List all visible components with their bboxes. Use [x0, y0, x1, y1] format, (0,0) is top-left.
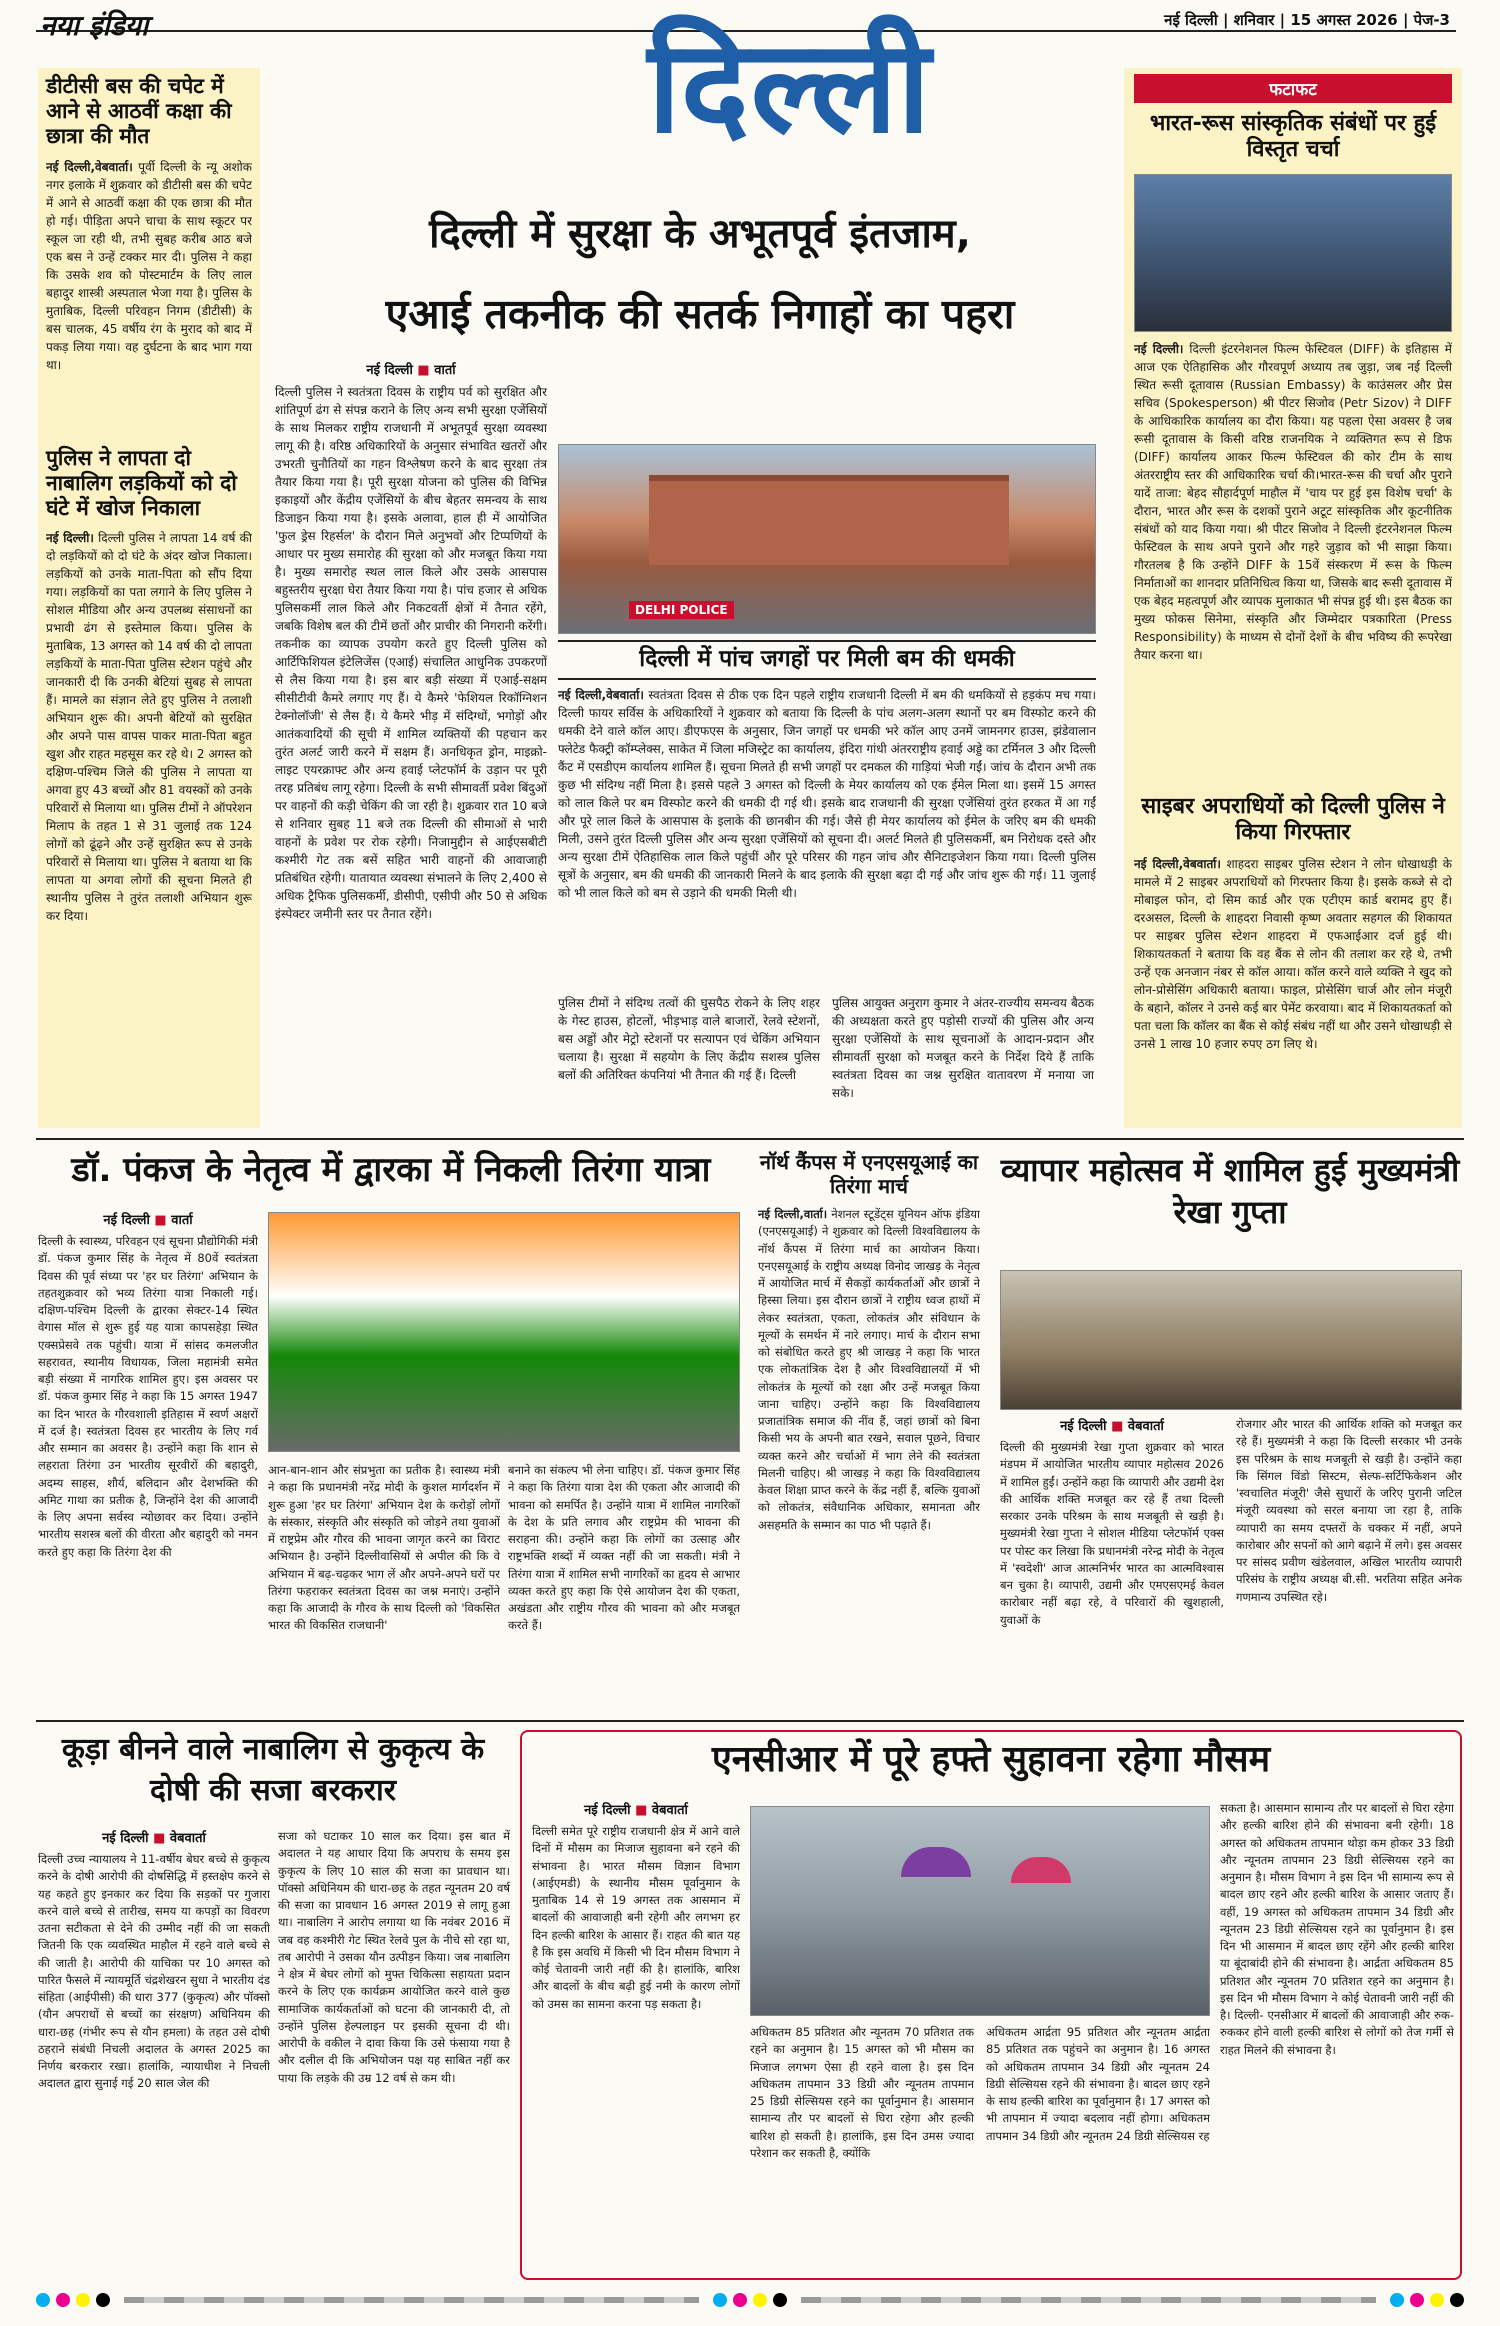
nsui-headline: नॉर्थ कैंपस में एनएसयूआई का तिरंगा मार्च	[759, 1150, 979, 1198]
color-dots-center	[713, 2293, 787, 2307]
kooda-byline-agency: वेबवार्ता	[169, 1831, 206, 1846]
left-story1-text: पूर्वी दिल्ली के न्यू अशोक नगर इलाके में शुक्रवार को डीटीसी बस की चपेट में आने से आठवीं कक्षा की एक छात्रा की मौत हो गई। पीड़िता अपने चाचा के साथ स्कूटर पर स्कूल जा रही थी, तभी सुबह करीब आठ बजे एक बस ने उन्हें टक्कर मार दी। पुलिस ने कहा कि उसके शव को पोस्टमार्टम के लिए लाल बहादुर शास्त्री अस्पताल भेजा गया है। पुलिस के मुताबिक, दिल्ली परिवहन निगम (डीटीसी) के बस चालक, 45 वर्षीय रंग के मुराद को बाद में पकड़ लिया गया। वह दुर्घटना के बाद भाग गया था।	[46, 159, 252, 372]
umbrella-shape-2	[1011, 1857, 1071, 1883]
nsui-body	[758, 1206, 980, 1706]
bomb-headline: दिल्ली में पांच जगहों पर मिली बम की धमकी	[558, 640, 1096, 680]
rekha-text-col1: दिल्ली की मुख्यमंत्री रेखा गुप्ता शुक्रवार को भारत मंडपम में आयोजित भारतीय व्यापार महोत्सव 2026 में शामिल हुईं। उन्होंने कहा कि व्यापारी और उद्यमी देश की आर्थिक शक्ति मजबूत कर रहे हैं तथा दिल्ली सरकार उनके परिश्रम के साथ मजबूती से खड़ी है। मुख्यमंत्री रेखा गुप्ता ने सोशल मीडिया प्लेटफॉर्म एक्स पर पोस्ट कर लिखा कि प्रधानमंत्री नरेन्द्र मोदी के नेतृत्व में 'स्वदेशी' आज आत्मनिर्भर भारत का आत्मविश्वास बन चुका है। व्यापारी, उद्यमी और एमएसएमई केवल कारोबार नहीं बढ़ा रहे, वे परिवारों की खुशहाली, युवाओं के	[1000, 1440, 1224, 1627]
right-story2-text: शाहदरा साइबर पुलिस स्टेशन ने लोन धोखाधड़ी के मामले में 2 साइबर अपराधियों को गिरफ्तार किया है। इसके कब्जे से दो मोबाइल फोन, दो सिम कार्ड और एक एटीएम कार्ड बरामद हुए हैं। दरअसल, दिल्ली के शाहदरा निवासी कृष्ण अवतार सहगल की शिकायत पर साइबर पुलिस स्टेशन शाहदरा में एफआईआर दर्ज हुई थी। शिकायतकर्ता ने बताया कि वह बैंक से लोन की तलाश कर रहे थे, तभी उन्हें एक अनजान नंबर से कॉल आया। कॉल करने वाले व्यक्ति ने खुद को लोन-प्रोसेसिंग अधिकारी बताया। फाइल, प्रोसेसिंग चार्ज और लोन मंजूरी के बहाने, कॉलर ने उनसे कई बार पेमेंट करवाया। बाद में शिकायतकर्ता को पता चला कि कॉलर का बैंक से कोई संबंध नहीं था और उसने धोखाधड़ी से उनसे 1 लाख 10 हजार रुपए ठग लिए थे।	[1134, 856, 1452, 1051]
right-story1-text: दिल्ली इंटरनेशनल फिल्म फेस्टिवल (DIFF) के इतिहास में आज एक ऐतिहासिक और गौरवपूर्ण अध्याय तब जुड़ा, जब नई दिल्ली स्थित रूसी दूतावास (Russian Embassy) के काउंसलर और प्रेस सचिव (Spokesperson) श्री पीटर सिजोव (Petr Sizov) ने DIFF के आधिकारिक कार्यालय का दौरा किया। यह पहला ऐसा अवसर है जब रूसी दूतावास के किसी वरिष्ठ राजनयिक ने व्यक्तिगत रूप से डिफ (DIFF) कार्यालय आकर फिल्म फेस्टिवल की कोर टीम के साथ अंतरराष्ट्रीय स्तर की आधिकारिक चर्चा की।भारत-रूस की चर्चा और पुराने यादें ताजा: बेहद सौहार्दपूर्ण माहौल में 'चाय पर हुई इस विशेष चर्चा' के दौरान, भारत और रूस के दशकों पुराने अटूट सांस्कृतिक और कूटनीतिक संबंधों को याद किया गया। श्री पीटर सिजोव ने दिल्ली इंटरनेशनल फिल्म फेस्टिवल के साथ अपने पुराने और गहरे जुड़ाव को भी साझा किया। गौरतलब है कि उन्होंने DIFF के 15वें संस्करण में रूस के फिल्म निर्माताओं का शानदार प्रतिनिधित्व किया था, जिसके बाद रूसी दूतावास में एक बेहद महत्वपूर्ण और व्यापक मुलाकात भी संपन्न हुई थी। इस बैठक का मुख्य फोकस सिनेमा, संस्कृति और जिम्मेदार पत्रकारिता (Press Responsibility) के माध्यम से दोनों देशों के बीच भविष्य की रूपरेखा तैयार करना था।	[1134, 341, 1452, 662]
rekha-headline: व्यापार महोत्सव में शामिल हुई मुख्यमंत्री रेखा गुप्ता	[1000, 1151, 1460, 1231]
rekha-byline: नई दिल्ली ■ वेबवार्ता	[1060, 1419, 1164, 1434]
lead-photo	[558, 444, 1096, 634]
weather-text-col1: दिल्ली समेत पूरे राष्ट्रीय राजधानी क्षेत्र में आने वाले दिनों में मौसम का मिजाज सुहावना बने रहने की संभावना है। भारत मौसम विज्ञान विभाग (आईएमडी) के स्थानीय मौसम पूर्वानुमान के मुताबिक 14 से 19 अगस्त तक आसमान में बादलों की आवाजाही बनी रहेगी और लगभग हर दिन हल्की बारिश के आसार हैं। राहत की बात यह है कि इस अवधि में किसी भी दिन मौसम विभाग ने कोई चेतावनी जारी नहीं की है। हालांकि, बारिश और बादलों के बीच बढ़ी हुई नमी के कारण लोगों को उमस का सामना करना पड़ सकता है।	[532, 1824, 740, 2011]
tiranga-text-col2: आन-बान-शान और संप्रभुता का प्रतीक है। स्वास्थ्य मंत्री ने कहा कि प्रधानमंत्री नरेंद्र मोदी के कुशल मार्गदर्शन में शुरू हुआ 'हर घर तिरंगा' अभियान देश के करोड़ों लोगों के संस्कार, संस्कृति और संस्कृति को जोड़ने तथा युवाओं में राष्ट्रप्रेम और गौरव की भावना जागृत करने का विराट अभियान है। उन्होंने दिल्लीवासियों से अपील की कि वे अभियान में बढ़-चढ़कर भाग लें और अपने-अपने घरों पर तिरंगा फहराकर स्वतंत्रता दिवस का जश्न मनाएं। उन्होंने कहा कि आजादी के गौरव के साथ दिल्ली को 'विकसित भारत की विकसित राजधानी'	[268, 1463, 500, 1633]
weather-col1	[532, 1800, 740, 2270]
lead-headline-line2: एआई तकनीक की सतर्क निगाहों का पहरा	[385, 290, 1015, 338]
bomb-body-top	[558, 686, 1096, 986]
left-story2-headline: पुलिस ने लापता दो नाबालिग लड़कियों को दो घंटे में खोज निकाला	[46, 445, 237, 520]
rekha-col1	[1000, 1416, 1224, 1712]
gray-scale-bar-2	[801, 2297, 1376, 2303]
nsui-story	[758, 1150, 980, 1710]
weather-headline: एनसीआर में पूरे हफ्ते सुहावना रहेगा मौसम	[711, 1739, 1271, 1780]
rekha-byline-agency: वेबवार्ता	[1127, 1419, 1164, 1434]
color-dots-right	[1390, 2293, 1464, 2307]
left-story2-dateline: नई दिल्ली।	[46, 531, 94, 546]
bomb-dateline: नई दिल्ली,वेबवार्ता।	[558, 687, 644, 702]
left-column	[38, 68, 260, 1128]
tiranga-col1	[38, 1210, 258, 1710]
tiranga-byline-city: नई दिल्ली	[103, 1213, 150, 1228]
lead-headline-line1: दिल्ली में सुरक्षा के अभूतपूर्व इंतजाम,	[429, 211, 971, 257]
right-story1-headline: भारत-रूस सांस्कृतिक संबंधों पर हुई विस्तृत चर्चा	[1149, 111, 1437, 163]
footer-bar	[36, 2292, 1464, 2308]
section-title: दिल्ली	[647, 13, 933, 162]
weather-byline-agency: वेबवार्ता	[651, 1803, 688, 1818]
kooda-byline-city: नई दिल्ली	[102, 1831, 149, 1846]
kooda-text-col2: सजा को घटाकर 10 साल कर दिया। इस बात में अदालत ने यह आधार दिया कि अपराध के समय इस कुकृत्य के लिए 10 साल की सजा का प्रावधान था। पॉक्सो अधिनियम की धारा-छह के तहत न्यूनतम 20 वर्ष की सजा का प्रावधान 16 अगस्त 2019 से लागू हुआ था। नाबालिग ने आरोप लगाया था कि नवंबर 2016 में जब वह कश्मीरी गेट स्थित रेलवे पुल के नीचे सो रहा था, तब आरोपी ने उसका यौन उत्पीड़न किया। जब नाबालिग ने क्षेत्र में बेघर लोगों को मुफ्त चिकित्सा सहायता प्रदान करने के लिए एक कार्यक्रम आयोजित करने वाले कुछ सामाजिक कार्यकर्ताओं को घटना की जानकारी दी, तो उन्होंने पुलिस हेल्पलाइन पर इसकी सूचना दी थी। आरोपी के वकील ने दावा किया कि उसे फंसाया गया है और दलील दी कि अभियोजन पक्ष यह साबित नहीं कर पाया कि लड़के की उम्र 12 वर्ष से कम थी।	[278, 1829, 510, 2085]
nsui-text: नेशनल स्टूडेंट्स यूनियन ऑफ इंडिया (एनएसयूआई) ने शुक्रवार को दिल्ली विश्वविद्यालय के नॉर्थ कैंपस में तिरंगा मार्च का आयोजन किया। एनएसयूआई के राष्ट्रीय अध्यक्ष विनोद जाखड़ के नेतृत्व में आयोजित मार्च में सैकड़ों कार्यकर्ताओं और छात्रों ने हिस्सा लिया। इस दौरान छात्रों ने राष्ट्रीय ध्वज हाथों में लेकर स्वतंत्रता, एकता, लोकतंत्र और संविधान के मूल्यों के समर्थन में नारे लगाए। मार्च के दौरान सभा को संबोधित करते हुए श्री जाखड़ ने कहा कि भारत एक लोकतांत्रिक देश है और विश्वविद्यालयों में भी लोकतंत्र के मूल्यों को रक्षा और उन्हें मजबूत किया जाना चाहिए। उन्होंने कहा कि विश्वविद्यालय प्रजातांत्रिक समाज की नींव हैं, जहां छात्रों को बिना किसी भय के अपनी बात रखने, सवाल पूछने, विचार व्यक्त करने और चर्चाओं में भाग लेने की स्वतंत्रता मिलनी चाहिए। श्री जाखड़ ने कहा कि विश्वविद्यालय केवल शिक्षा प्राप्त करने के केंद्र नहीं हैं, बल्कि युवाओं को लोकतंत्र, संवैधानिक अधिकार, समानता और असहमति के सम्मान का पाठ भी पढ़ाते हैं।	[758, 1207, 980, 1532]
right-column	[1124, 68, 1462, 1128]
date-full: 15 अगस्त 2026	[1290, 11, 1398, 29]
tiranga-text-col1: दिल्ली के स्वास्थ्य, परिवहन एवं सूचना प्रौद्योगिकी मंत्री डॉ. पंकज कुमार सिंह के नेतृत्व में 80वें स्वतंत्रता दिवस की पूर्व संध्या पर 'हर घर तिरंगा' अभियान के तहतशुक्रवार को भव्य तिरंगा यात्रा निकाली गई। दक्षिण-पश्चिम दिल्ली के द्वारका सेक्टर-14 स्थित वेगास मॉल से शुरू हुई यह यात्रा कापसहेड़ा स्थित एक्सप्रेसवे तक पहुंची। यात्रा में सांसद कमलजीत सहरावत, स्थानीय विधायक, जिला महामंत्री समेत बड़ी संख्या में नागरिक शामिल हुए। इस अवसर पर डॉ. पंकज कुमार सिंह ने कहा कि 15 अगस्त 1947 का दिन भारत के गौरवशाली इतिहास में स्वर्ण अक्षरों में दर्ज है। स्वतंत्रता दिवस हर भारतीय के लिए गर्व और सम्मान का अवसर है। उन्होंने कहा कि शान से लहराता तिरंगा उन भारतीय सूरवीरों की बहादुरी, अदम्य साहस, शौर्य, बलिदान और देशभक्ति की अमिट गाथा का प्रतीक है, जिन्होंने देश की आजादी के लिए अपना सर्वस्व न्योछावर कर दिया। उन्होंने भारतीय सशस्त्र बलों की वीरता और बहादुरी को नमन करते हुए कहा कि तिरंगा देश की	[38, 1234, 258, 1559]
right-story1-dateline: नई दिल्ली।	[1134, 341, 1184, 356]
bomb-text-top: स्वतंत्रता दिवस से ठीक एक दिन पहले राष्ट्रीय राजधानी दिल्ली में बम की धमकियों से हड़कंप मच गया। दिल्ली फायर सर्विस के अधिकारियों ने शुक्रवार को बताया कि दिल्ली के पांच अलग-अलग स्थानों पर बम विस्फोट करने की धमकी देने वाले कॉल आए। डीएफएस के अनुसार, जिन जगहों पर धमकी भरे कॉल आए उनमें जामनगर हाउस, झंडेवालान फ्लेटेड फैक्ट्री कॉम्प्लेक्स, साकेत में जिला मजिस्ट्रेट का कार्यालय, इंदिरा गांधी अंतरराष्ट्रीय हवाई अड्डे का टर्मिनल 3 और दिल्ली कैंट में एसडीएम कार्यालय शामिल हैं। सूचना मिलते ही सभी जगहों पर दमकल की गाड़ियां भेजी गईं। जांच के दौरान अभी तक कुछ भी संदिग्ध नहीं मिला है। इससे पहले 3 अगस्त को दिल्ली के मेयर कार्यालय को एक ईमेल मिला था। इसमें 15 अगस्त को लाल किले पर बम विस्फोट करने की धमकी दी गई थी। इसके बाद राजधानी की सुरक्षा एजेंसियां तुरंत हरकत में आ गईं और पूरे लाल किले के आसपास के इलाके की छानबीन की गई। जैसे ही मेयर कार्यालय को ईमेल के जरिए बम की धमकी मिली, उसने तुरंत दिल्ली पुलिस और अन्य सुरक्षा एजेंसियों को सूचना दी। अलर्ट मिलते ही पुलिसकर्मी, बम निरोधक दस्ते और अन्य सुरक्षा टीमें ऐतिहासिक लाल किले पहुंचीं और पूरे परिसर की गहन जांच और सैनिटाइजेशन किया गया। दिल्ली पुलिस सूत्रों के अनुसार, बम की धमकी की जानकारी मिलने के बाद इलाके की सुरक्षा बढ़ा दी गई और जांच शुरू की गई। 11 जुलाई को भी लाल किले को बम से उड़ाने की धमकी मिली थी।	[558, 687, 1096, 900]
kooda-headline: कूड़ा बीनने वाले नाबालिग से कुकृत्य के दोषी की सजा बरकरार	[61, 1732, 485, 1808]
color-dots-left	[36, 2293, 110, 2307]
right-story2-dateline: नई दिल्ली,वेबवार्ता।	[1134, 856, 1221, 871]
weather-byline: नई दिल्ली ■ वेबवार्ता	[584, 1803, 688, 1818]
tiranga-text-col3: बनाने का संकल्प भी लेना चाहिए। डॉ. पंकज कुमार सिंह ने कहा कि तिरंगा यात्रा देश की एकता और आजादी की भावना को समर्पित है। उन्होंने यात्रा में शामिल नागरिकों के देश के प्रति लगाव और राष्ट्रप्रेम की भावना की सराहना की। उन्होंने कहा कि लोगों का उत्साह और राष्ट्रभक्ति शब्दों में व्यक्त नहीं की जा सकती। मंत्री ने तिरंगा यात्रा में शामिल सभी नागरिकों का हृदय से आभार व्यक्त करते हुए कहा कि ऐसे आयोजन देश की एकता, अखंडता और राष्ट्रीय गौरव की भावना को और मजबूत करते हैं।	[508, 1463, 740, 1633]
fatafat-label: फटाफट	[1134, 74, 1452, 103]
tiranga-byline-agency: वार्ता	[171, 1213, 193, 1228]
bomb-story	[558, 640, 1096, 1128]
tiranga-headline: डॉ. पंकज के नेतृत्व में द्वारका में निकली तिरंगा यात्रा	[71, 1150, 711, 1190]
right-story1-body	[1134, 340, 1452, 780]
date-city: नई दिल्ली	[1164, 11, 1218, 29]
rekha-photo	[1000, 1270, 1462, 1410]
weather-photo	[750, 1806, 1210, 2016]
bomb-text-col1: पुलिस टीमों ने संदिग्ध तत्वों की घुसपैठ रोकने के लिए शहर के गेस्ट हाउस, होटलों, भीड़भाड़ वाले बाजारों, रेलवे स्टेशनों, बस अड्डों और मेट्रो स्टेशनों पर सत्यापन एवं चेकिंग अभियान चलाया है। सुरक्षा में सहयोग के लिए केंद्रीय सशस्त्र पुलिस बलों की अतिरिक्त कंपनियां भी तैनात की गई हैं। दिल्ली	[558, 995, 820, 1082]
lead-byline-city: नई दिल्ली	[366, 363, 413, 378]
section-divider-1	[36, 1138, 1464, 1140]
left-story2-body	[46, 529, 252, 1069]
rekha-text-col2: रोजगार और भारत की आर्थिक शक्ति को मजबूत कर रहे हैं। मुख्यमंत्री ने कहा कि दिल्ली सरकार भी उनके इस परिश्रम के साथ मजबूती से खड़ी है। उन्होंने कहा कि सिंगल विंडो सिस्टम, सेल्फ-सर्टिफिकेशन और 'स्वचालित मंजूरी' जैसे सुधारों के जरिए पुरानी जटिल मंजूरी व्यवस्था को सरल बनाया जा रहा है, ताकि व्यापारी का समय दफ्तरों के चक्कर में नहीं, अपने कारोबार और सपनों को आगे बढ़ाने में लगे। इस अवसर पर सांसद प्रवीण खंडेलवाल, अखिल भारतीय व्यापारी परिसंघ के राष्ट्रीय अध्यक्ष बी.सी. भरतिया सहित अनेक गणमान्य उपस्थित रहे।	[1236, 1417, 1462, 1604]
weather-text-col2: अधिकतम 85 प्रतिशत और न्यूनतम 70 प्रतिशत तक रहने का अनुमान है। 15 अगस्त को भी मौसम का मिजाज लगभग ऐसा ही रहने वाला है। इस दिन अधिकतम तापमान 33 डिग्री और न्यूनतम तापमान 25 डिग्री सेल्सियस रहने का पूर्वानुमान है। आसमान सामान्य तौर पर बादलों से घिरा रहेगा और हल्की बारिश हो सकती है। हालांकि, इस दिन उमस ज्यादा परेशान कर सकती है, क्योंकि	[750, 2025, 974, 2160]
lead-byline: नई दिल्ली ■ वार्ता	[366, 363, 456, 378]
lead-text-col1: दिल्ली पुलिस ने स्वतंत्रता दिवस के राष्ट्रीय पर्व को सुरक्षित और शांतिपूर्ण ढंग से संपन्न कराने के लिए अन्य सभी सुरक्षा एजेंसियों के साथ मिलकर राष्ट्रीय राजधानी में अभूतपूर्व सुरक्षा व्यवस्था लागू की है। वरिष्ठ अधिकारियों के अनुसार संभावित खतरों और उभरती चुनौतियों का गहन विश्लेषण करने के बाद सुरक्षा तंत्र तैयार किया गया है। पूरी सुरक्षा योजना को पुलिस की विभिन्न इकाइयों और केंद्रीय एजेंसियों के बीच बेहतर समन्वय के साथ डिजाइन किया गया है। इसके अलावा, हाल ही में आयोजित 'फुल ड्रेस रिहर्सल' के दौरान मिले अनुभवों और टिप्पणियों के आधार पर मुख्य समारोह की सुरक्षा को और मजबूत किया गया है। मुख्य समारोह स्थल लाल किले और उसके आसपास बहुस्तरीय सुरक्षा घेरा तैयार किया गया है। पांच हजार से अधिक पुलिसकर्मी लाल किले और निकटवर्ती क्षेत्रों में तैनात रहेंगे, जबकि विशेष बल की टीमें छतों और प्राचीर की निगरानी करेंगी। तकनीक का व्यापक उपयोग करते हुए दिल्ली पुलिस को आर्टिफिशियल इंटेलिजेंस (एआई) संचालित आधुनिक उपकरणों से लैस किया गया है। इस बार बड़ी संख्या में एआई-सक्षम सीसीटीवी कैमरे लगाए गए हैं। ये कैमरे 'फेशियल रिकॉग्निशन टेक्नोलॉजी' से लैस हैं। ये कैमरे भीड़ में संदिग्धों, भगोड़ों और आतंकवादियों की सूची में शामिल व्यक्तियों की पहचान कर तुरंत अलर्ट जारी करने में सक्षम हैं। अनधिकृत ड्रोन, माइक्रो-लाइट एयरक्राफ्ट और अन्य हवाई प्लेटफॉर्म के उड़ान पर पूरी तरह प्रतिबंध लागू रहेगा। दिल्ली के सभी सीमावर्ती प्रवेश बिंदुओं पर वाहनों की कड़ी चेकिंग की जा रही है। शुक्रवार रात 10 बजे से शनिवार सुबह 11 बजे तक दिल्ली की सीमाओं से भारी वाहनों के प्रवेश पर रोक रहेगी। निजामुद्दीन से आईएसबीटी कश्मीरी गेट तक बसें सहित भारी वाहनों की आवाजाही प्रतिबंधित रहेगी। यातायात व्यवस्था संभालने के लिए 2,400 से अधिक ट्रैफिक पुलिसकर्मी, डीसीपी, एसीपी और 50 से अधिक इंस्पेक्टर जमीनी स्तर पर तैनात रहेंगे।	[275, 385, 547, 921]
bomb-text-col2: पुलिस आयुक्त अनुराग कुमार ने अंतर-राज्यीय समन्वय बैठक की अध्यक्षता करते हुए पड़ोसी राज्यों की पुलिस और अन्य सुरक्षा एजेंसियों के साथ सूचनाओं के आदान-प्रदान और सीमावर्ती सुरक्षा को मजबूत करने के निर्देश दिये हैं ताकि स्वतंत्रता दिवस का जश्न सुरक्षित वातावरण में मनाया जा सके।	[832, 995, 1094, 1100]
photo-caption-label: DELHI POLICE	[629, 601, 734, 619]
left-story1-headline: डीटीसी बस की चपेट में आने से आठवीं कक्षा की छात्रा की मौत	[46, 74, 232, 149]
right-story2-body	[1134, 855, 1452, 1145]
page-number: पेज-3	[1413, 11, 1450, 29]
nsui-dateline: नई दिल्ली,वार्ता।	[758, 1207, 828, 1221]
photo-fort-shape	[649, 475, 1009, 565]
section-divider-2	[36, 1720, 1464, 1722]
left-story2-text: दिल्ली पुलिस ने लापता 14 वर्ष की दो लड़कियों को दो घंटे के अंदर खोज निकाला। लड़कियों को उनके माता-पिता को सौंप दिया गया। लड़कियों का पता लगाने के लिए पुलिस ने सोशल मीडिया और अन्य उपलब्ध संसाधनों का प्रभावी ढंग से इस्तेमाल किया। पुलिस के मुताबिक, 13 अगस्त को 14 वर्ष की दो लापता लड़कियों के माता-पिता पुलिस स्टेशन पहुंचे और जानकारी दी कि उनकी बेटियां सुबह से लापता हैं। मामले का संज्ञान लेते हुए पुलिस ने तलाशी अभियान शुरू की। अपनी बेटियों को सुरक्षित और अपने पास वापस पाकर माता-पिता बहुत खुश और राहत महसूस कर रहे थे। 2 अगस्त को दक्षिण-पश्चिम जिले की पुलिस ने लापता या अगवा हुए 43 बच्चों और 81 वयस्कों को उनके परिवारों से मिलाया था। पुलिस टीमों ने ऑपरेशन मिलाप के तहत 1 से 31 जुलाई तक 124 लोगों को ढूंढ़ने और उन्हें सुरक्षित रूप से उनके परिवारों से मिलाया था। पुलिस ने बताया था कि लापता या अगवा लोगों की सूचना मिलते ही स्थानीय पुलिस ने तुरंत तलाशी अभियान शुरू कर दिया।	[46, 531, 252, 924]
rekha-byline-city: नई दिल्ली	[1060, 1419, 1107, 1434]
umbrella-shape	[901, 1847, 971, 1877]
paper-name: नया इंडिया	[40, 9, 149, 42]
lead-col1	[275, 360, 547, 1128]
weather-text-col4: सकता है। आसमान सामान्य तौर पर बादलों से घिरा रहेगा और हल्की बारिश होने की संभावना बनी रहेगी। 18 अगस्त को अधिकतम तापमान थोड़ा कम होकर 33 डिग्री और न्यूनतम तापमान 23 डिग्री सेल्सियस रहने का अनुमान है। मौसम विभाग ने इस दिन भी सामान्य रूप से बादल छाए रहने और हल्की बारिश के आसार जताए हैं। वहीं, 19 अगस्त को अधिकतम तापमान 34 डिग्री और न्यूनतम 23 डिग्री सेल्सियस रहने का पूर्वानुमान है। इस दिन भी आसमान में बादल छाए रहेंगे और हल्की बारिश या बूंदाबांदी होने की संभावना है। आर्द्रता अधिकतम 85 प्रतिशत और न्यूनतम 70 प्रतिशत रहने का अनुमान है। इस दिन भी मौसम विभाग ने कोई चेतावनी जारी नहीं की है। दिल्ली- एनसीआर में बादलों की आवाजाही और रुक-रुककर होने वाली हल्की बारिश से लोगों को तेज गर्मी से राहत मिलने की संभावना है।	[1220, 1801, 1454, 2057]
kooda-text-col1: दिल्ली उच्च न्यायालय ने 11-वर्षीय बेघर बच्चे से कुकृत्य करने के दोषी आरोपी की दोषसिद्धि में हस्तक्षेप करने से यह कहते हुए इनकार कर दिया कि सड़कों पर गुजारा करने वाले बच्चे से तारीख, समय या कपड़ों का विवरण उतना सटीकता से देने की उम्मीद नहीं की जा सकती जितनी कि एक व्यवस्थित माहौल में रहने वाले बच्चे से की जाती है। आरोपी की याचिका पर 10 अगस्त को पारित फैसले में न्यायमूर्ति चंद्रशेखरन सुधा ने भारतीय दंड संहिता (आईपीसी) की धारा 377 (कुकृत्य) और पॉक्सो (यौन अपराधों से बच्चों का संरक्षण) अधिनियम की धारा-छह (गंभीर रूप से यौन हमला) के तहत उसे दोषी ठहराने संबंधी निचली अदालत के अगस्त 2025 का निर्णय बरकरार रखा। हालांकि, न्यायाधीश ने निचली अदालत द्वारा सुनाई गई 20 साल जेल की	[38, 1852, 270, 2091]
left-story1-body	[46, 158, 252, 436]
date-day: शनिवार	[1233, 11, 1275, 29]
tiranga-byline: नई दिल्ली ■ वार्ता	[103, 1213, 193, 1228]
weather-byline-city: नई दिल्ली	[584, 1803, 631, 1818]
kooda-byline: नई दिल्ली ■ वेबवार्ता	[102, 1831, 206, 1846]
kooda-col1	[38, 1828, 270, 2278]
lead-byline-agency: वार्ता	[434, 363, 456, 378]
bomb-lower-cols	[558, 994, 1096, 1124]
gray-scale-bar	[124, 2297, 699, 2303]
left-story1-dateline: नई दिल्ली,वेबवार्ता।	[46, 159, 133, 174]
tiranga-photo	[268, 1212, 740, 1452]
date-line: नई दिल्ली | शनिवार | 15 अगस्त 2026 | पेज-3	[1164, 11, 1450, 29]
right-story1-photo	[1134, 174, 1452, 332]
right-story2-headline: साइबर अपराधियों को दिल्ली पुलिस ने किया गिरफ्तार	[1141, 793, 1445, 846]
weather-text-col3: अधिकतम आर्द्रता 95 प्रतिशत और न्यूनतम आर्द्रता 85 प्रतिशत तक पहुंचने का अनुमान है। 16 अगस्त को अधिकतम तापमान 34 डिग्री और न्यूनतम 24 डिग्री सेल्सियस रहने की संभावना है। बादल छाए रहने के साथ हल्की बारिश का पूर्वानुमान है। 17 अगस्त को भी तापमान में ज्यादा बदलाव नहीं होगा। अधिकतम तापमान 34 डिग्री और न्यूनतम 24 डिग्री सेल्सियस रह	[986, 2025, 1210, 2143]
